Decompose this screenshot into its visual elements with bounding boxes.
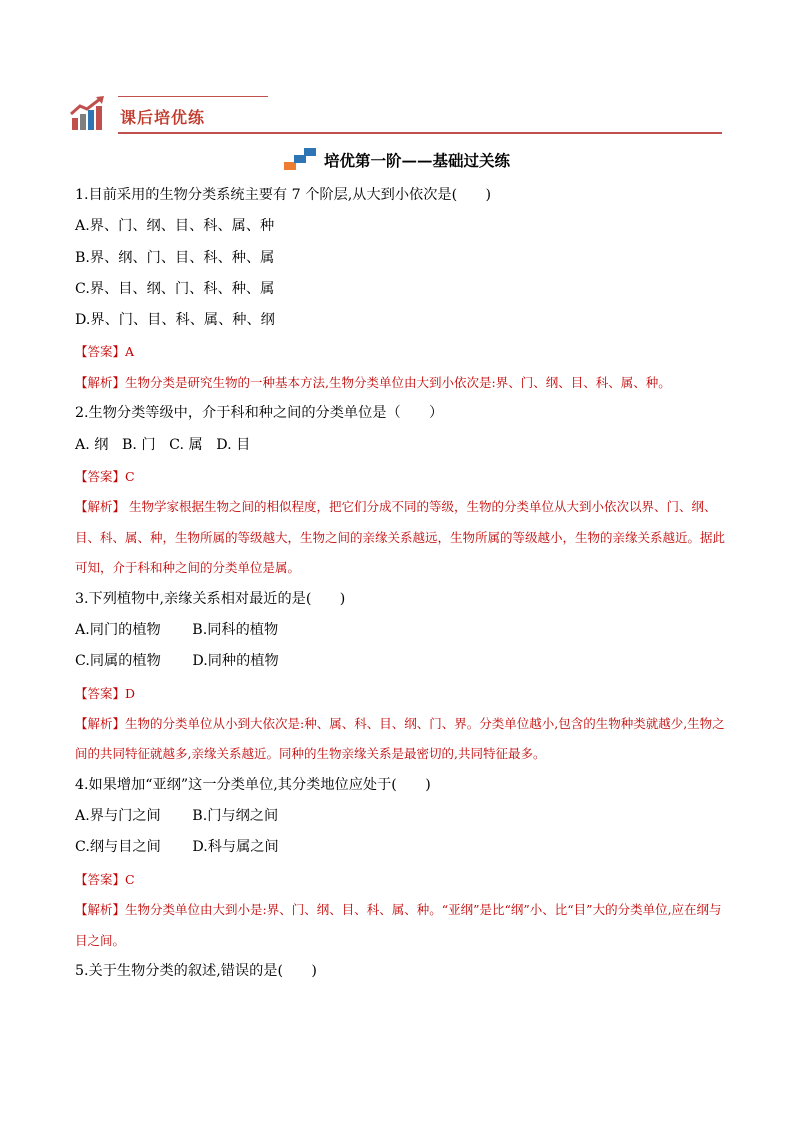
question-2 bbox=[75, 398, 725, 583]
question-4 bbox=[75, 770, 725, 956]
answer-tag: 【答案】 bbox=[75, 685, 126, 701]
header-top-line bbox=[118, 96, 268, 97]
answer-value: C bbox=[125, 468, 135, 484]
options-line: A. 纲 B. 门 C. 属 D. 目 bbox=[75, 436, 251, 453]
question-list bbox=[75, 180, 725, 987]
option-c: C.界、目、纲、门、科、种、属 bbox=[75, 280, 275, 297]
answer-line bbox=[75, 461, 725, 492]
bar-chart-rising-icon bbox=[70, 96, 106, 130]
explanation-text: 生物的分类单位从小到大依次是:种、属、科、目、纲、门、界。分类单位越小,包含的生物种类就越少,生物之间的共同特征就越多,亲缘关系越近。同种的生物亲缘关系是最密切的,共同特征最多。 bbox=[75, 715, 725, 762]
explanation bbox=[75, 492, 725, 584]
question-stem: 1.目前采用的生物分类系统主要有 7 个阶层,从大到小依次是( ) bbox=[75, 187, 492, 203]
answer-value: A bbox=[125, 344, 135, 360]
question-stem: 2.生物分类等级中，介于科和种之间的分类单位是（ ） bbox=[75, 405, 444, 422]
section-heading bbox=[0, 148, 794, 171]
option-d: D.界、门、目、科、属、种、纲 bbox=[75, 312, 275, 329]
explanation-text: 生物学家根据生物之间的相似程度，把它们分成不同的等级，生物的分类单位从大到小依次以界、门、纲、目、科、属、种，生物所属的等级越大，生物之间的亲缘关系越远，生物所属的等级越小，生物的亲缘关系越近。据此可知，介于科和种之间的分类单位是属。 bbox=[75, 499, 726, 576]
explanation bbox=[75, 895, 725, 956]
answer-tag: 【答案】 bbox=[75, 344, 126, 360]
answer-tag: 【答案】 bbox=[75, 871, 126, 887]
question-stem: 5.关于生物分类的叙述,错误的是( ) bbox=[75, 963, 317, 980]
question-5 bbox=[75, 956, 725, 987]
answer-value: D bbox=[125, 685, 136, 701]
options-line-1: A.同门的植物 B.同科的植物 bbox=[75, 621, 279, 638]
explanation-text: 生物分类是研究生物的一种基本方法,生物分类单位由大到小依次是:界、门、纲、目、科、属、种。 bbox=[125, 374, 671, 390]
option-a: A.界、门、纲、目、科、属、种 bbox=[75, 218, 275, 235]
header-title: 课后培优练 bbox=[120, 108, 206, 127]
explanation-tag: 【解析】 bbox=[75, 902, 126, 918]
question-stem: 3.下列植物中,亲缘关系相对最近的是( ) bbox=[75, 590, 346, 607]
options-line-2: C.同属的植物 D.同种的植物 bbox=[75, 653, 279, 670]
header bbox=[70, 96, 722, 138]
options-line-2: C.纲与目之间 D.科与属之间 bbox=[75, 839, 279, 856]
question-3 bbox=[75, 584, 725, 770]
answer-line bbox=[75, 336, 725, 367]
answer-value: C bbox=[125, 871, 135, 887]
explanation bbox=[75, 368, 725, 399]
answer-line bbox=[75, 864, 725, 895]
explanation-tag: 【解析】 bbox=[75, 499, 126, 515]
explanation-text: 生物分类单位由大到小是:界、门、纲、目、科、属、种。“亚纲”是比“纲”小、比“目”大的分类单位,应在纲与目之间。 bbox=[75, 902, 722, 948]
header-rule bbox=[118, 132, 722, 134]
explanation-tag: 【解析】 bbox=[75, 374, 126, 390]
explanation bbox=[75, 709, 725, 770]
answer-line bbox=[75, 678, 725, 709]
answer-tag: 【答案】 bbox=[75, 468, 126, 484]
question-1 bbox=[75, 180, 725, 398]
stairs-icon bbox=[284, 148, 318, 170]
options-line-1: A.界与门之间 B.门与纲之间 bbox=[75, 808, 279, 825]
explanation-tag: 【解析】 bbox=[75, 715, 126, 731]
question-stem: 4.如果增加“亚纲”这一分类单位,其分类地位应处于( ) bbox=[75, 776, 431, 793]
option-b: B.界、纲、门、目、科、种、属 bbox=[75, 249, 275, 266]
section-title: 培优第一阶——基础过关练 bbox=[323, 151, 510, 170]
